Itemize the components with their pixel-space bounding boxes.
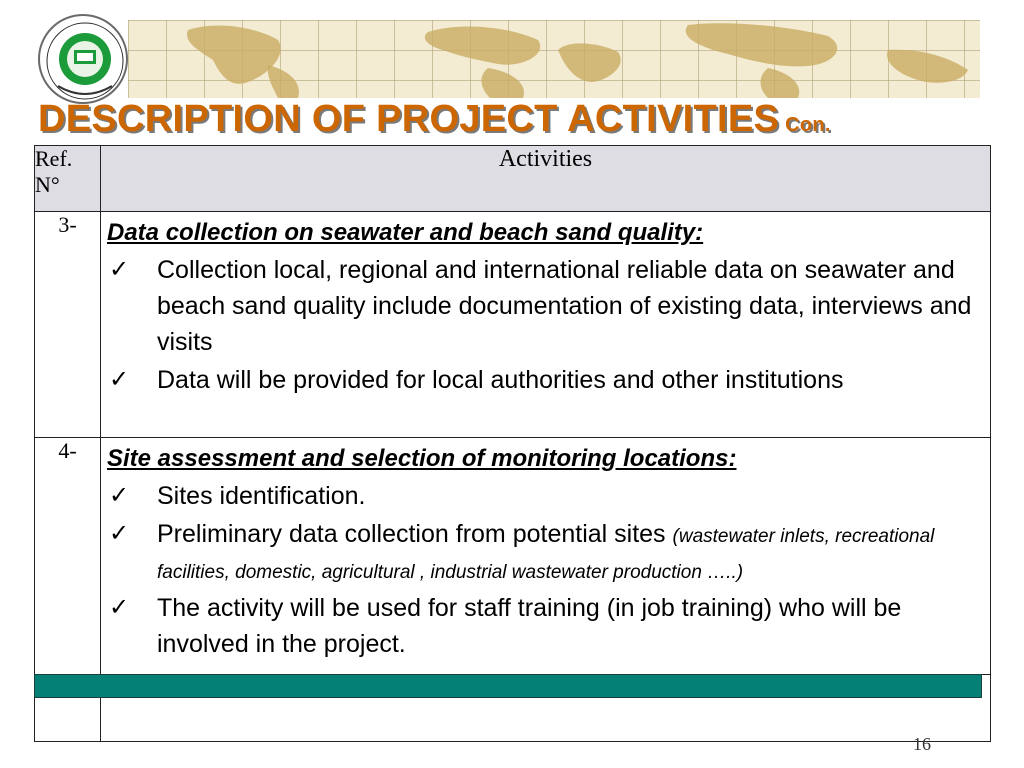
- list-item: [107, 516, 984, 588]
- map-continent: [481, 68, 524, 98]
- list-item: [107, 478, 984, 514]
- world-map-banner: [128, 20, 980, 98]
- column-header-activities: Activities: [101, 146, 991, 212]
- activity-bullet-list: [107, 478, 984, 662]
- map-continent: [558, 43, 621, 82]
- map-continent: [268, 65, 299, 98]
- page-title: [38, 98, 831, 141]
- activity-cell: [101, 438, 991, 675]
- seal-graphic: [40, 16, 130, 106]
- bullet-text: Data will be provided for local authorities and other institutions: [157, 366, 844, 394]
- map-continent: [887, 50, 968, 83]
- activities-table: [34, 145, 991, 742]
- title-main: DESCRIPTION OF PROJECT ACTIVITIES: [38, 98, 780, 140]
- table-row: [35, 438, 991, 675]
- bullet-text: Collection local, regional and international reliable data on seawater and beach sand quality include documentation of existing data, interviews and visits: [157, 256, 972, 356]
- column-header-ref: Ref. N°: [35, 146, 101, 212]
- title-continued: Con.: [785, 114, 831, 136]
- page-number: 16: [913, 734, 931, 754]
- teal-divider-bar: [34, 674, 982, 698]
- ref-cell: 4-: [35, 438, 101, 675]
- bullet-text: Sites identification.: [157, 482, 366, 510]
- list-item: [107, 362, 984, 398]
- bullet-text: The activity will be used for staff training (in job training) who will be involved in the project.: [157, 594, 902, 658]
- map-continent: [425, 26, 540, 64]
- checkmark-icon: ✓: [109, 256, 130, 283]
- list-item: [107, 590, 984, 662]
- checkmark-icon: ✓: [109, 366, 130, 393]
- bullet-text: Preliminary data collection from potential sites: [157, 520, 673, 548]
- map-continent: [761, 68, 800, 98]
- list-item: [107, 252, 984, 360]
- checkmark-icon: ✓: [109, 520, 130, 547]
- map-continent: [187, 25, 281, 83]
- world-map-graphic: [128, 20, 980, 98]
- university-seal-icon: [38, 14, 128, 104]
- map-continent: [686, 23, 838, 66]
- ref-cell: 3-: [35, 212, 101, 438]
- activity-heading: Site assessment and selection of monitoring locations:: [107, 445, 737, 472]
- table-row: [35, 212, 991, 438]
- activity-heading: Data collection on seawater and beach sand quality:: [107, 219, 704, 246]
- checkmark-icon: ✓: [109, 482, 130, 509]
- activity-cell: [101, 212, 991, 438]
- table-header-row: [35, 146, 991, 212]
- bullet-note: (wastewater inlets, recreational facilities, domestic, agricultural , industrial wastewater production …..): [157, 526, 935, 583]
- checkmark-icon: ✓: [109, 594, 130, 621]
- activity-bullet-list: [107, 252, 984, 398]
